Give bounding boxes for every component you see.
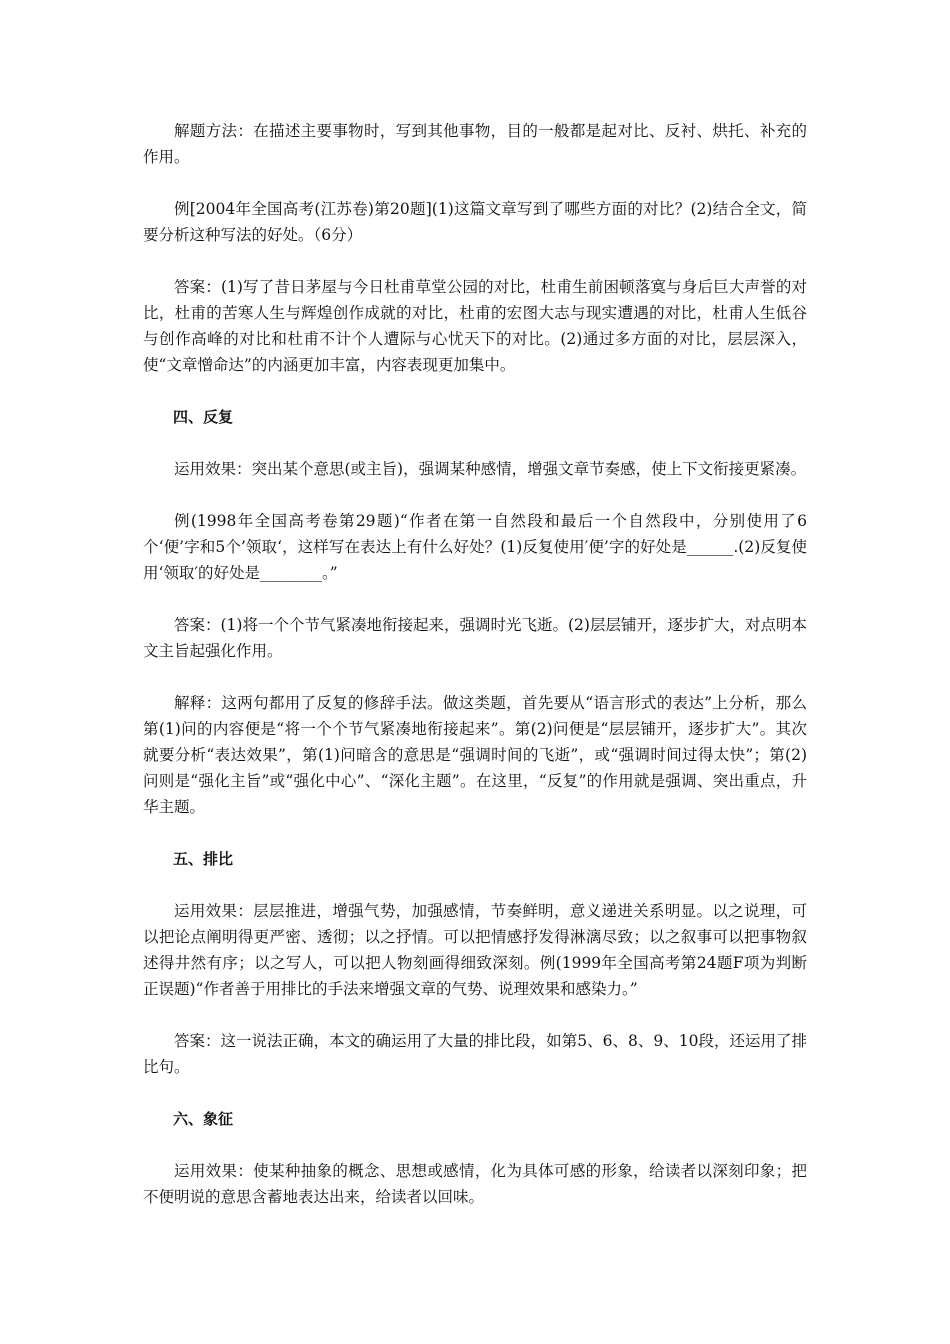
paragraph-answer-parallelism: 答案：这一说法正确，本文的确运用了大量的排比段，如第5、6、8、9、10段，还运用了排比句。 — [143, 1032, 807, 1076]
paragraph-answer-contrast: 答案：(1)写了昔日茅屋与今日杜甫草堂公园的对比，杜甫生前困顿落寞与身后巨大声誉的对比，杜甫的苦寒人生与辉煌创作成就的对比，杜甫的宏图大志与现实遭遇的对比，杜甫人生低谷与创作高峰的对比和杜甫不计个人遭际与心忧天下的对比。(2)通过多方面的对比，层层深入，使“文章憎命达”的内涵更加丰富，内容表现更加集中。 — [143, 278, 807, 374]
paragraph-explanation: 解释：这两句都用了反复的修辞手法。做这类题，首先要从“语言形式的表达”上分析，那么第(1)问的内容便是“将一个个节气紧凑地衔接起来”。第(2)问便是“层层铺开，逐步扩大”。其次就要分析“表达效果”，第(1)问暗含的意思是“强调时间的飞逝”，或“强调时间过得太快”；第(2)问则是“强化主旨”或“强化中心”、“深化主题”。在这里，“反复”的作用就是强调、突出重点，升华主题。 — [143, 694, 807, 816]
paragraph-repetition-effect: 运用效果：突出某个意思(或主旨)，强调某种感情，增强文章节奏感，使上下文衔接更紧凑。 — [174, 460, 807, 478]
section-heading-parallelism: 五、排比 — [173, 850, 234, 868]
paragraph-example-2004: 例[2004年全国高考(江苏卷)第20题](1)这篇文章写到了哪些方面的对比？(2)结合全文，简要分析这种写法的好处。（6分） — [143, 200, 807, 244]
paragraph-symbolism-effect: 运用效果：使某种抽象的概念、思想或感情，化为具体可感的形象，给读者以深刻印象；把不便明说的意思含蓄地表达出来，给读者以回味。 — [143, 1162, 807, 1206]
paragraph-method: 解题方法：在描述主要事物时，写到其他事物，目的一般都是起对比、反衬、烘托、补充的作用。 — [143, 122, 807, 166]
paragraph-answer-repetition: 答案：(1)将一个个节气紧凑地衔接起来，强调时光飞逝。(2)层层铺开，逐步扩大，对点明本文主旨起强化作用。 — [143, 616, 807, 660]
document-page — [143, 118, 807, 1236]
section-heading-symbolism: 六、象征 — [173, 1110, 234, 1128]
paragraph-example-1998: 例(1998年全国高考卷第29题)“作者在第一自然段和最后一个自然段中，分别使用了6个‘便’字和5个’领取‘，这样写在表达上有什么好处？(1)反复使用′便’字的好处是______.(2)反复使用‘领取′的好处是________。” — [143, 512, 807, 582]
section-heading-repetition: 四、反复 — [173, 408, 234, 426]
paragraph-parallelism-effect: 运用效果：层层推进，增强气势，加强感情，节奏鲜明，意义递进关系明显。以之说理，可以把论点阐明得更严密、透彻；以之抒情。可以把情感抒发得淋漓尽致；以之叙事可以把事物叙述得井然有序；以之写人，可以把人物刻画得细致深刻。例(1999年全国高考第24题F项为判断正误题)“作者善于用排比的手法来增强文章的气势、说理效果和感染力。” — [143, 902, 807, 998]
